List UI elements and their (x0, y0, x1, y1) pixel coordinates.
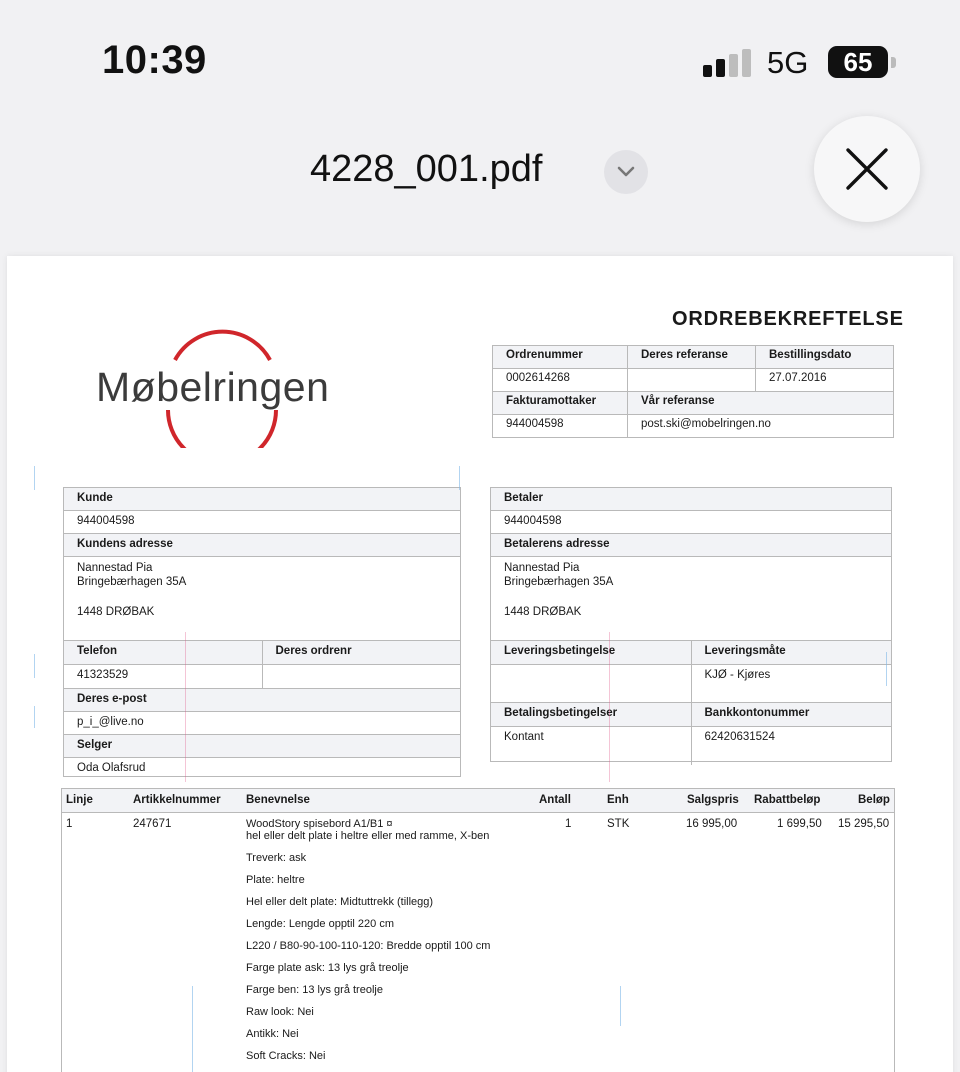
delivery-header-row (491, 641, 891, 665)
status-bar (0, 0, 960, 120)
order-items-table (61, 788, 895, 1072)
order-number-label: Ordrenummer (493, 346, 628, 369)
bank-account-value: 62420631524 (691, 727, 892, 765)
item-attribute: Hel eller delt plate: Midtuttrekk (tillegg) (246, 896, 434, 908)
their-reference-label: Deres referanse (628, 346, 756, 369)
col-price: Salgspris (687, 794, 739, 806)
delivery-method-value: KJØ - Kjøres (691, 665, 892, 703)
item-name: WoodStory spisebord A1/B1 ¤ (246, 818, 393, 830)
order-info-table (492, 345, 894, 438)
item-attribute: Treverk: ask (246, 852, 307, 864)
invoice-recipient-label: Fakturamottaker (493, 392, 628, 415)
their-order-value (262, 665, 461, 688)
customer-address-line1: Nannestad Pia (77, 562, 153, 574)
item-attribute: Farge plate ask: 13 lys grå treolje (246, 962, 409, 974)
delivery-method-label: Leveringsmåte (691, 641, 892, 664)
customer-block (63, 487, 461, 777)
row-quantity: 1 (565, 818, 572, 830)
our-reference-label: Vår referanse (628, 392, 894, 415)
scan-artifact (185, 632, 186, 782)
scan-artifact (192, 986, 193, 1072)
payer-id: 944004598 (491, 511, 891, 534)
customer-address (64, 557, 460, 641)
customer-label: Kunde (64, 488, 460, 511)
row-price: 16 995,00 (686, 818, 738, 830)
payment-header-row (491, 703, 891, 727)
file-name-title[interactable]: 4228_001.pdf (310, 148, 543, 190)
phone-value: 41323529 (77, 669, 129, 681)
close-icon (845, 147, 889, 191)
item-attribute: Plate: heltre (246, 874, 305, 886)
scan-artifact (34, 466, 35, 490)
their-reference-value (628, 369, 756, 392)
payer-address (491, 557, 891, 641)
payer-address-line1: Nannestad Pia (504, 562, 580, 574)
delivery-value-row (491, 665, 891, 703)
scan-artifact (34, 654, 35, 678)
phone-value-row (64, 665, 460, 689)
col-amount: Beløp (858, 794, 890, 806)
battery-icon: 65 (828, 46, 888, 78)
items-header-row (62, 789, 894, 813)
email-label: Deres e-post (64, 689, 460, 712)
payer-address-line2: Bringebærhagen 35A (504, 576, 614, 588)
network-type: 5G (767, 45, 809, 80)
seller-value: Oda Olafsrud (77, 762, 146, 774)
delivery-terms-label: Leveringsbetingelse (491, 641, 691, 664)
payer-block (490, 487, 892, 762)
item-attribute: Antikk: Nei (246, 1028, 299, 1040)
payment-value-row (491, 727, 891, 765)
scan-artifact (620, 986, 621, 1026)
logo-wordmark: Møbelringen (96, 364, 330, 410)
company-logo (92, 328, 352, 448)
seller-label: Selger (64, 735, 460, 758)
our-reference-value: post.ski@mobelringen.no (628, 415, 894, 438)
row-article: 247671 (133, 818, 172, 830)
col-description: Benevnelse (246, 794, 310, 806)
row-unit: STK (607, 818, 630, 830)
scan-artifact (459, 466, 460, 490)
close-button[interactable] (814, 116, 920, 222)
row-line: 1 (66, 818, 73, 830)
payment-terms-label: Betalingsbetingelser (491, 703, 691, 726)
order-number-value: 0002614268 (493, 369, 628, 392)
order-date-value: 27.07.2016 (756, 369, 894, 392)
row-amount: 15 295,50 (838, 818, 890, 830)
customer-address-line3: 1448 DRØBAK (77, 606, 155, 618)
item-attribute: L220 / B80-90-100-110-120: Bredde opptil 100 cm (246, 940, 491, 952)
signal-strength-icon (703, 49, 751, 77)
chevron-down-icon (616, 166, 636, 178)
col-article: Artikkelnummer (133, 794, 221, 806)
their-order-label: Deres ordrenr (262, 641, 461, 664)
row-description (246, 818, 566, 1062)
scan-artifact (886, 652, 887, 686)
bank-account-label: Bankkontonummer (691, 703, 892, 726)
battery-nub (891, 57, 896, 68)
payer-label: Betaler (491, 488, 891, 511)
order-date-label: Bestillingsdato (756, 346, 894, 369)
delivery-terms-value (491, 665, 691, 703)
scan-artifact (609, 632, 610, 782)
payer-address-line3: 1448 DRØBAK (504, 606, 582, 618)
row-discount: 1 699,50 (777, 818, 822, 830)
phone-header-row (64, 641, 460, 665)
customer-address-label: Kundens adresse (64, 534, 460, 557)
document-title: ORDREBEKREFTELSE (672, 308, 904, 330)
pdf-page[interactable] (7, 256, 953, 1072)
status-time: 10:39 (102, 38, 207, 82)
payer-address-label: Betalerens adresse (491, 534, 891, 557)
item-attribute: Raw look: Nei (246, 1006, 314, 1018)
customer-id: 944004598 (64, 511, 460, 534)
phone-label: Telefon (64, 641, 262, 664)
item-subtitle: hel eller delt plate i heltre eller med ramme, X-ben (246, 830, 490, 842)
col-quantity: Antall (539, 794, 571, 806)
invoice-recipient-value: 944004598 (493, 415, 628, 438)
col-line: Linje (66, 794, 93, 806)
col-unit: Enh (607, 794, 629, 806)
col-discount: Rabattbeløp (754, 794, 821, 806)
item-attribute: Farge ben: 13 lys grå treolje (246, 984, 383, 996)
item-attribute: Soft Cracks: Nei (246, 1050, 326, 1062)
item-attribute: Lengde: Lengde opptil 220 cm (246, 918, 395, 930)
email-value: p_i_@live.no (64, 712, 460, 735)
customer-address-line2: Bringebærhagen 35A (77, 576, 187, 588)
table-row (62, 813, 894, 1072)
file-options-button[interactable] (604, 150, 648, 194)
payment-terms-value: Kontant (504, 731, 544, 743)
scan-artifact (34, 706, 35, 728)
